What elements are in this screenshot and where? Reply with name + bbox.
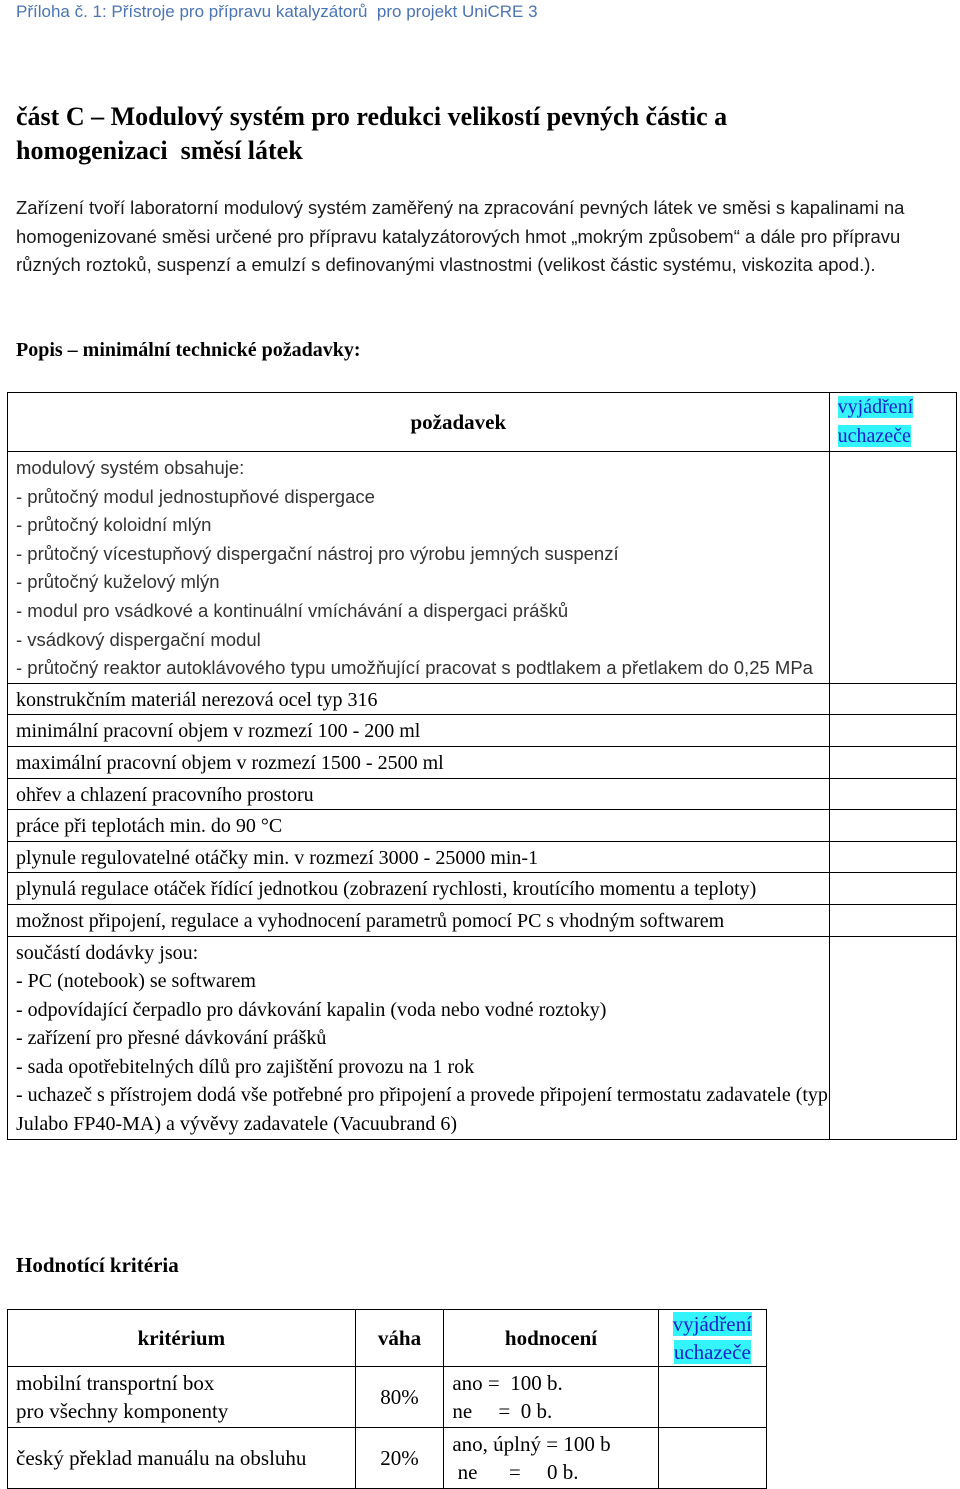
requirement-header: požadavek	[8, 393, 830, 452]
response-cell[interactable]	[829, 810, 956, 842]
scoring-cell: ano = 100 b. ne = 0 b.	[444, 1367, 658, 1428]
requirement-cell: maximální pracovní objem v rozmezí 1500 - 2500 ml	[8, 746, 830, 778]
requirement-cell: práce při teplotách min. do 90 °C	[8, 810, 830, 842]
requirement-cell: konstrukčním materiál nerezová ocel typ 316	[8, 683, 830, 715]
requirement-cell	[8, 452, 830, 684]
requirement-text: modulový systém obsahuje: - průtočný modul jednostupňové dispergace - průtočný koloidní mlýn - průtočný vícestupňový dispergační nástroj pro výrobu jemných suspenzí - průtočný kuželový mlýn - modul pro vsádkové a kontinuální vmíchávání a dispergaci prášků - vsádkový dispergační modul - průtočný reaktor autoklávového typu umožňující pracovat s podtlakem a přetlakem do 0,25 MPa	[16, 457, 813, 679]
weight-cell: 80%	[355, 1367, 444, 1428]
evaluation-header-row	[8, 1310, 767, 1367]
table-row	[8, 715, 957, 747]
table-row	[8, 873, 957, 905]
evaluation-response-header	[658, 1310, 766, 1367]
table-row	[8, 841, 957, 873]
table-row	[8, 778, 957, 810]
scoring-header: hodnocení	[444, 1310, 658, 1367]
eval-response-header-line1: vyjádření	[672, 1312, 752, 1336]
table-row	[8, 746, 957, 778]
response-cell[interactable]	[829, 715, 956, 747]
response-cell[interactable]	[658, 1428, 766, 1489]
requirements-table	[7, 392, 957, 1140]
response-header-line1: vyjádření	[837, 396, 914, 418]
requirement-cell: ohřev a chlazení pracovního prostoru	[8, 778, 830, 810]
response-cell[interactable]	[829, 936, 956, 1139]
weight-header: váha	[355, 1310, 444, 1367]
response-cell[interactable]	[658, 1367, 766, 1428]
requirement-cell: možnost připojení, regulace a vyhodnocení parametrů pomocí PC s vhodným softwarem	[8, 904, 830, 936]
table-row	[8, 810, 957, 842]
response-cell[interactable]	[829, 873, 956, 905]
requirement-cell: plynulá regulace otáček řídící jednotkou (zobrazení rychlosti, kroutícího momentu a teploty)	[8, 873, 830, 905]
response-cell[interactable]	[829, 683, 956, 715]
table-row	[8, 904, 957, 936]
eval-response-header-line2: uchazeče	[673, 1340, 751, 1364]
response-cell[interactable]	[829, 904, 956, 936]
criterion-cell: mobilní transportní box pro všechny komponenty	[8, 1367, 356, 1428]
table-row	[8, 683, 957, 715]
intro-paragraph: Zařízení tvoří laboratorní modulový systém zaměřený na zpracování pevných látek ve směsi s kapalinami na homogenizované směsi určené pro přípravu katalyzátorových hmot „mokrým způsobem“ a dále pro přípravu různých roztoků, suspenzí a emulzí s definovanými vlastnostmi (velikost částic systému, viskozita apod.).	[16, 197, 910, 275]
table-row	[8, 1367, 767, 1428]
weight-cell: 20%	[355, 1428, 444, 1489]
response-cell[interactable]	[829, 778, 956, 810]
response-header-line2: uchazeče	[837, 425, 911, 447]
evaluation-title: Hodnotící kritéria	[16, 1253, 179, 1277]
header-note: Příloha č. 1: Přístroje pro přípravu katalyzátorů pro projekt UniCRE 3	[16, 2, 538, 21]
response-cell[interactable]	[829, 746, 956, 778]
section-title: Popis – minimální technické požadavky:	[16, 339, 361, 361]
requirement-cell: minimální pracovní objem v rozmezí 100 - 200 ml	[8, 715, 830, 747]
table-row	[8, 936, 957, 1139]
table-row	[8, 452, 957, 684]
criterion-cell: český překlad manuálu na obsluhu	[8, 1428, 356, 1489]
requirement-cell: plynule regulovatelné otáčky min. v rozmezí 3000 - 25000 min-1	[8, 841, 830, 873]
response-cell[interactable]	[829, 452, 956, 684]
response-cell[interactable]	[829, 841, 956, 873]
requirement-cell: součástí dodávky jsou: - PC (notebook) se softwarem - odpovídající čerpadlo pro dávkování kapalin (voda nebo vodné roztoky) - zařízení pro přesné dávkování prášků - sada opotřebitelných dílů pro zajištění provozu na 1 rok - uchazeč s přístrojem dodá vše potřebné pro připojení a provede připojení termostatu zadavatele (typ Julabo FP40-MA) a vývěvy zadavatele (Vacuubrand 6)	[8, 936, 830, 1139]
scoring-cell: ano, úplný = 100 b ne = 0 b.	[444, 1428, 658, 1489]
table-row	[8, 1428, 767, 1489]
response-header	[829, 393, 956, 452]
part-title: část C – Modulový systém pro redukci velikostí pevných částic a homogenizaci směsí látek	[16, 102, 734, 165]
evaluation-table	[7, 1309, 767, 1489]
requirements-header-row	[8, 393, 957, 452]
criterion-header: kritérium	[8, 1310, 356, 1367]
